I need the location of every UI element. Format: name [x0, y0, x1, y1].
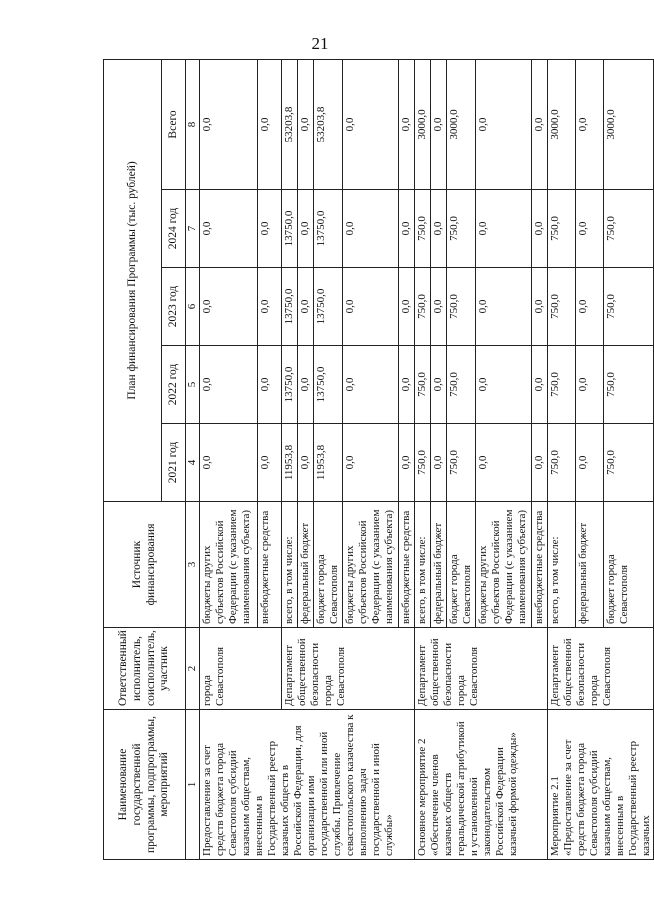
value-cell: 0,0 [475, 59, 531, 189]
value-cell: 0,0 [200, 268, 258, 346]
activity-name: Основное мероприятие 2 «Обеспечение членов казачьих обществ геральдической атрибутикой и установленной законодательством Российской Федерации казачьей формой одежды» [414, 710, 547, 860]
value-cell: 0,0 [398, 190, 414, 268]
index-cell: 5 [186, 346, 200, 424]
value-cell: 0,0 [430, 268, 446, 346]
value-cell: 0,0 [298, 268, 314, 346]
index-cell: 7 [186, 190, 200, 268]
financing-table [103, 59, 654, 860]
header-year: 2021 год [162, 424, 186, 502]
value-cell: 0,0 [398, 424, 414, 502]
header-row-1 [104, 59, 162, 859]
value-cell: 750,0 [603, 346, 654, 424]
value-cell: 0,0 [475, 268, 531, 346]
value-cell: 750,0 [446, 424, 475, 502]
value-cell: 750,0 [547, 268, 575, 346]
index-cell: 3 [186, 502, 200, 628]
page-number: 21 [311, 34, 329, 53]
value-cell: 13750,0 [313, 346, 342, 424]
value-cell: 0,0 [430, 59, 446, 189]
value-cell: 750,0 [446, 268, 475, 346]
executor-cell: Департамент общественной безопасности города Севастополя [414, 628, 547, 710]
index-cell: 2 [186, 628, 200, 710]
value-cell: 750,0 [603, 190, 654, 268]
value-cell: 750,0 [414, 346, 430, 424]
value-cell: 0,0 [200, 424, 258, 502]
source-cell: бюджет города Севастополя [603, 502, 654, 628]
value-cell: 0,0 [531, 59, 547, 189]
value-cell: 0,0 [298, 424, 314, 502]
executor-cell: Департамент общественной безопасности города Севастополя [547, 628, 654, 710]
value-cell: 0,0 [531, 424, 547, 502]
value-cell: 0,0 [531, 190, 547, 268]
value-cell: 3000,0 [446, 59, 475, 189]
value-cell: 0,0 [475, 424, 531, 502]
header-year: 2024 год [162, 190, 186, 268]
value-cell: 0,0 [475, 190, 531, 268]
value-cell: 0,0 [258, 268, 282, 346]
value-cell: 750,0 [446, 190, 475, 268]
value-cell: 0,0 [298, 59, 314, 189]
source-cell: бюджет города Севастополя [446, 502, 475, 628]
value-cell: 0,0 [200, 346, 258, 424]
source-cell: всего, в том числе: [414, 502, 430, 628]
value-cell: 750,0 [446, 346, 475, 424]
source-cell: бюджеты других субъектов Российской Федерации (с указанием наименования субъекта) [342, 502, 398, 628]
activity-name: Мероприятие 2.1 «Предоставление за счет средств бюджета города Севастополя субсидий казачьим обществам, внесенным в Государственный реестр казачьих [547, 710, 654, 860]
value-cell: 750,0 [547, 424, 575, 502]
value-cell: 0,0 [200, 59, 258, 189]
value-cell: 13750,0 [313, 268, 342, 346]
value-cell: 0,0 [430, 346, 446, 424]
value-cell: 53203,8 [282, 59, 298, 189]
value-cell: 11953,8 [313, 424, 342, 502]
header-year: 2023 год [162, 268, 186, 346]
value-cell: 11953,8 [282, 424, 298, 502]
value-cell: 0,0 [575, 346, 603, 424]
value-cell: 0,0 [342, 59, 398, 189]
value-cell: 0,0 [430, 424, 446, 502]
header-total: Всего [162, 59, 186, 189]
value-cell: 0,0 [531, 346, 547, 424]
header-executor: Ответственный исполнитель, соисполнитель, участник [104, 628, 186, 710]
value-cell: 0,0 [258, 346, 282, 424]
value-cell: 750,0 [414, 424, 430, 502]
value-cell: 750,0 [603, 424, 654, 502]
index-cell: 1 [186, 710, 200, 860]
value-cell: 3000,0 [603, 59, 654, 189]
value-cell: 0,0 [258, 59, 282, 189]
value-cell: 0,0 [258, 190, 282, 268]
value-cell: 13750,0 [282, 190, 298, 268]
value-cell: 0,0 [430, 190, 446, 268]
value-cell: 750,0 [603, 268, 654, 346]
value-cell: 0,0 [342, 268, 398, 346]
rotated-table-container [103, 60, 652, 860]
index-row [186, 59, 200, 859]
value-cell: 750,0 [547, 346, 575, 424]
value-cell: 53203,8 [313, 59, 342, 189]
value-cell: 0,0 [258, 424, 282, 502]
value-cell: 0,0 [200, 190, 258, 268]
value-cell: 0,0 [531, 268, 547, 346]
value-cell: 750,0 [547, 190, 575, 268]
value-cell: 0,0 [342, 190, 398, 268]
value-cell: 0,0 [398, 59, 414, 189]
value-cell: 750,0 [414, 268, 430, 346]
source-cell: внебюджетные средства [531, 502, 547, 628]
source-cell: бюджеты других субъектов Российской Федерации (с указанием наименования субъекта) [200, 502, 258, 628]
value-cell: 13750,0 [282, 268, 298, 346]
table-row [414, 59, 430, 859]
table-row [547, 59, 575, 859]
value-cell: 0,0 [398, 346, 414, 424]
executor-cell: Департамент общественной безопасности города Севастополя [282, 628, 415, 710]
value-cell: 0,0 [575, 268, 603, 346]
value-cell: 0,0 [575, 424, 603, 502]
value-cell: 0,0 [575, 59, 603, 189]
value-cell: 0,0 [342, 346, 398, 424]
source-cell: федеральный бюджет [298, 502, 314, 628]
value-cell: 0,0 [398, 268, 414, 346]
header-source: Источник финансирования [104, 502, 186, 628]
value-cell: 3000,0 [414, 59, 430, 189]
table-row [200, 59, 258, 859]
header-plan: План финансирования Программы (тыс. рублей) [104, 59, 162, 501]
index-cell: 6 [186, 268, 200, 346]
source-cell: бюджет города Севастополя [313, 502, 342, 628]
value-cell: 0,0 [298, 346, 314, 424]
value-cell: 13750,0 [282, 346, 298, 424]
source-cell: внебюджетные средства [258, 502, 282, 628]
source-cell: бюджеты других субъектов Российской Федерации (с указанием наименования субъекта) [475, 502, 531, 628]
value-cell: 3000,0 [547, 59, 575, 189]
value-cell: 0,0 [298, 190, 314, 268]
value-cell: 0,0 [475, 346, 531, 424]
source-cell: всего, в том числе: [282, 502, 298, 628]
index-cell: 4 [186, 424, 200, 502]
source-cell: федеральный бюджет [575, 502, 603, 628]
source-cell: внебюджетные средства [398, 502, 414, 628]
header-name: Наименование государственной программы, подпрограммы, мероприятий [104, 710, 186, 860]
source-cell: всего, в том числе: [547, 502, 575, 628]
value-cell: 13750,0 [313, 190, 342, 268]
value-cell: 750,0 [414, 190, 430, 268]
executor-cell: города Севастополя [200, 628, 282, 710]
source-cell: федеральный бюджет [430, 502, 446, 628]
value-cell: 0,0 [575, 190, 603, 268]
activity-name: Предоставление за счет средств бюджета города Севастополя субсидий казачьим обществам, внесенным в Государственный реестр казачьих обществ в Российской Федерации, для организации ими государственной или иной службы. Привлечение севастопольского казачества к выполнению задач государственной и иной службы» [200, 710, 415, 860]
index-cell: 8 [186, 59, 200, 189]
header-year: 2022 год [162, 346, 186, 424]
value-cell: 0,0 [342, 424, 398, 502]
